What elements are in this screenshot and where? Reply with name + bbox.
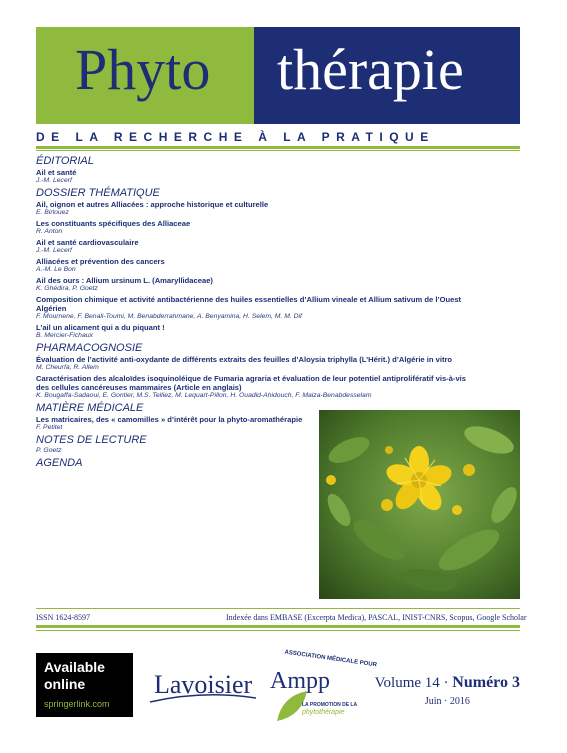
toc-entry[interactable] <box>36 295 466 321</box>
section-heading: NOTES DE LECTURE <box>36 434 147 446</box>
journal-subtitle: DE LA RECHERCHE À LA PRATIQUE <box>36 130 435 144</box>
issue-date: Juin · 2016 <box>424 696 470 707</box>
entry-authors: E. Birlouez <box>36 209 69 216</box>
ampp-arc-text: ASSOCIATION MÉDICALE POUR <box>284 649 378 669</box>
entry-authors: P. Goetz <box>36 447 62 454</box>
section-heading: MATIÈRE MÉDICALE <box>36 402 144 414</box>
divider-bottom-thin <box>36 608 520 609</box>
journal-title-therapie: thérapie <box>277 37 464 102</box>
toc-entry[interactable] <box>36 200 466 217</box>
cover-photo-yellow-flower <box>319 410 520 599</box>
entry-title: L’ail un alicament qui a du piquant ! <box>36 323 165 332</box>
entry-authors: A.-M. Le Bon <box>36 266 76 273</box>
ampp-logo-text: Ampp <box>270 668 330 694</box>
indexing-info: Indexée dans EMBASE (Excerpta Medica), PASCAL, INIST-CNRS, Scopus, Google Scholar <box>226 613 527 622</box>
toc-entry[interactable] <box>36 374 466 400</box>
volume-info <box>375 674 520 707</box>
divider-bottom <box>36 625 520 628</box>
section-heading: DOSSIER THÉMATIQUE <box>36 187 160 199</box>
springer-online-label: online <box>44 676 86 692</box>
toc-entry[interactable] <box>36 323 466 340</box>
entry-title: Les constituants spécifiques des Alliaceae <box>36 219 191 228</box>
entry-authors: J.-M. Lecerf <box>36 177 72 184</box>
entry-authors: M. Cheurfa, R. Allem <box>36 364 99 371</box>
entry-title: Ail et santé <box>36 168 77 177</box>
entry-authors: K. Bougaffa-Sadaoui, E. Gontier, M.S. Telliez, M. Lequart-Pillon, H. Ouadid-Ahidouch, F. Maiza-Benabdesselam <box>36 392 372 399</box>
entry-authors: J.-M. Lecerf <box>36 247 72 254</box>
entry-title: Ail des ours : Allium ursinum L. (Amaryllidaceae) <box>36 276 213 285</box>
lavoisier-logo-text: Lavoisier <box>154 670 253 699</box>
lavoisier-logo <box>148 668 258 706</box>
issn-number: ISSN 1624-8597 <box>36 613 91 622</box>
toc-entry[interactable] <box>36 168 466 185</box>
springer-link[interactable]: springerlink.com <box>44 699 110 709</box>
springer-online-badge[interactable] <box>36 653 133 717</box>
toc-entry[interactable] <box>36 257 466 274</box>
toc-section <box>36 342 466 400</box>
volume-label: Volume 14 · <box>374 675 449 691</box>
toc-entry[interactable] <box>36 355 466 372</box>
entry-title: Évaluation de l’activité anti-oxydante de différents extraits des feuilles d’Aloysia triphylla (L’Hérit.) d’Algérie in vitro <box>36 355 453 364</box>
entry-authors: F. Mournene, F. Benali-Toumi, M. Benabderrahmane, A. Benyamina, H. Selem, M. M. Dif <box>36 313 302 320</box>
entry-title: Caractérisation des alcaloïdes isoquinoléique de Fumaria agraria et évaluation de leur potentiel antiprolifératif vis-à-vis des cellules cancéreuses mammaires (Article en anglais) <box>36 374 467 392</box>
ampp-logo <box>268 649 378 720</box>
issue-number: Numéro 3 <box>452 674 520 691</box>
entry-authors: R. Anton <box>36 228 63 235</box>
toc-section <box>36 155 466 185</box>
divider-top-thin <box>36 150 520 151</box>
toc-section <box>36 187 466 340</box>
entry-title: Alliacées et prévention des cancers <box>36 257 165 266</box>
entry-title: Composition chimique et activité antibactérienne des huiles essentielles d’Allium vineale et Allium sativum de l’Ouest Algérien <box>36 295 462 313</box>
springer-available-label: Available <box>44 659 105 675</box>
entry-title: Ail, oignon et autres Alliacées : approche historique et culturelle <box>36 200 269 209</box>
entry-authors: F. Petitet <box>36 424 63 431</box>
divider-bottom-thin-2 <box>36 630 520 631</box>
entry-title: Ail et santé cardiovasculaire <box>36 238 139 247</box>
section-heading: AGENDA <box>36 457 83 469</box>
toc-entry[interactable] <box>36 276 466 293</box>
toc-entry[interactable] <box>36 219 466 236</box>
section-heading: ÉDITORIAL <box>36 155 94 167</box>
entry-authors: B. Mercier-Fichaux <box>36 332 93 339</box>
entry-authors: K. Ghédira, P. Goetz <box>36 285 98 292</box>
toc-entry[interactable] <box>36 238 466 255</box>
divider-top <box>36 146 520 149</box>
entry-title: Les matricaires, des « camomilles » d’intérêt pour la phyto-aromathérapie <box>36 415 303 424</box>
journal-title-phyto: Phyto <box>75 37 211 102</box>
ampp-phyto-text: phytothérapie <box>302 709 345 716</box>
section-heading: PHARMACOGNOSIE <box>36 342 143 354</box>
ampp-promo-text: LA PROMOTION DE LA <box>302 702 358 708</box>
